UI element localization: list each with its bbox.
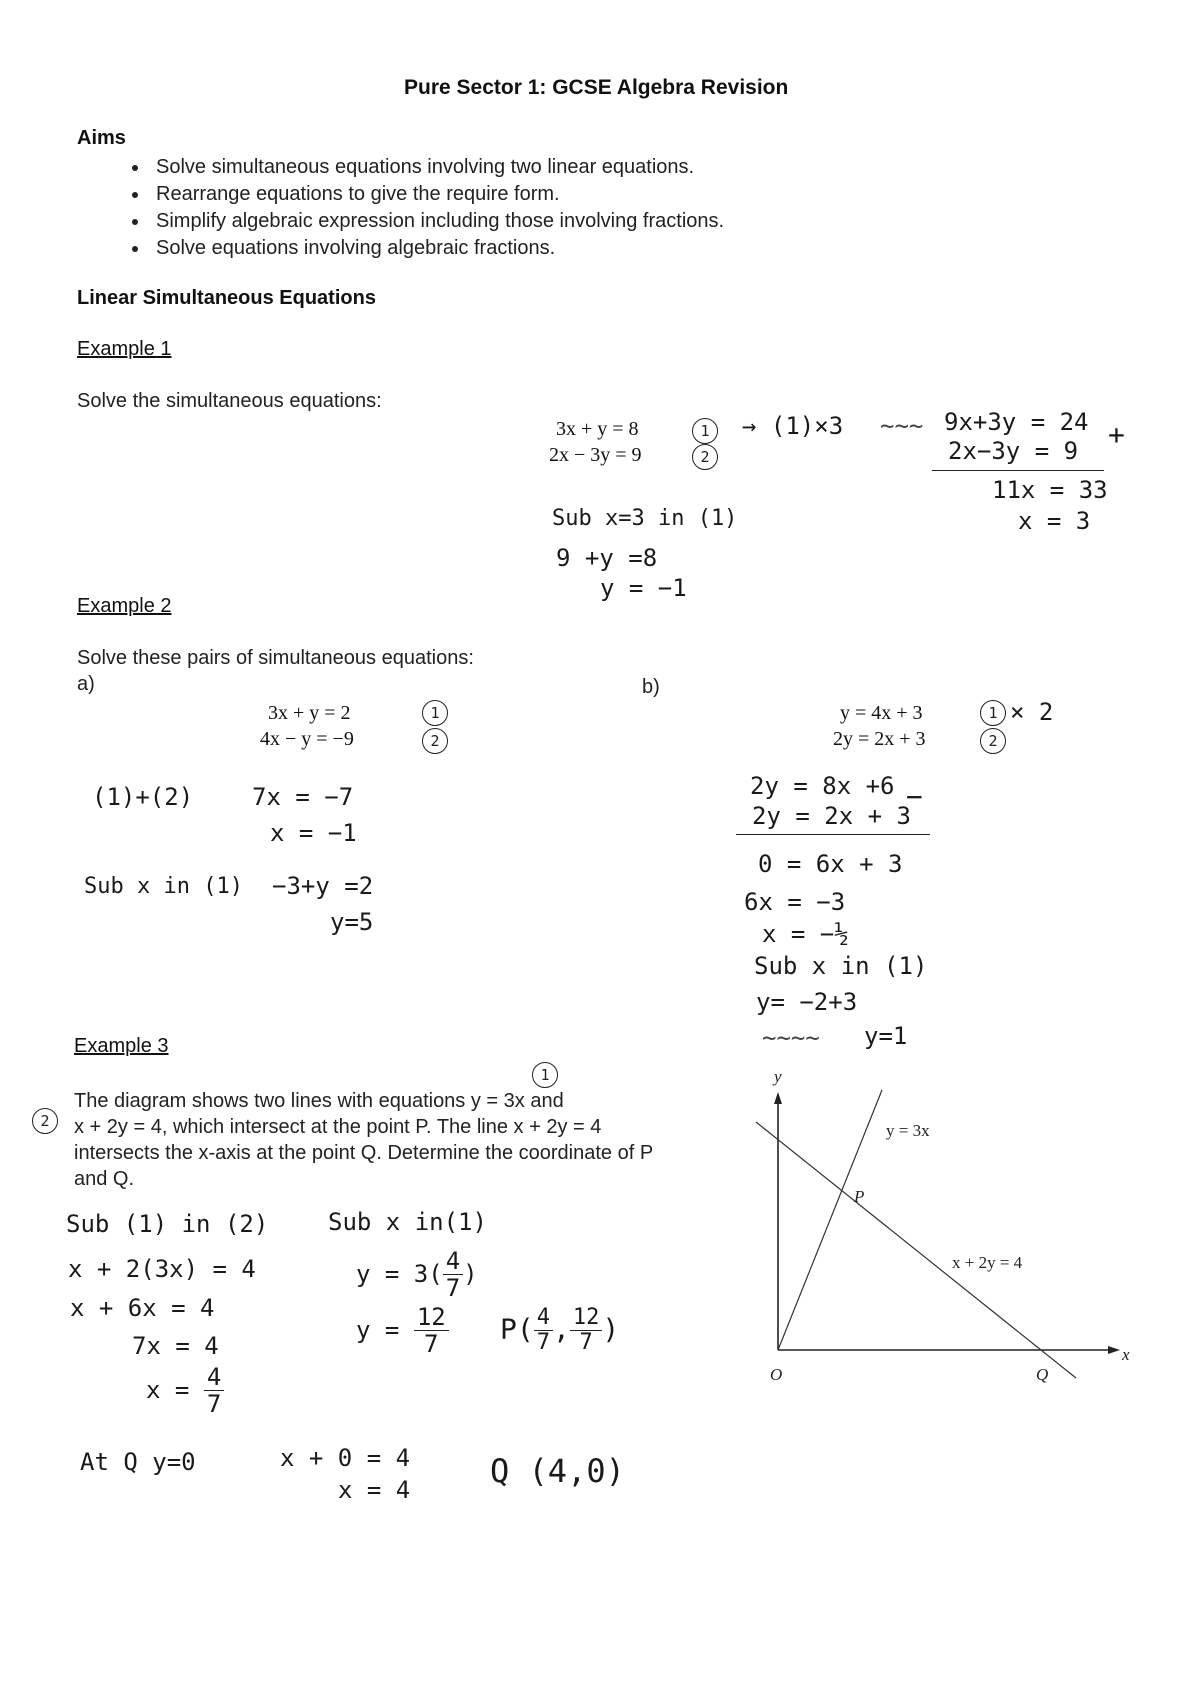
eq-a1: 3x + y = 2 (268, 702, 351, 724)
work-step: → (1)×3 (742, 412, 844, 440)
fraction-numerator: 4 (204, 1364, 224, 1391)
section-heading: Linear Simultaneous Equations (77, 287, 376, 309)
equation-tag: 1 (422, 700, 448, 726)
y-axis-label: y (774, 1067, 782, 1086)
work-line: −3+y =2 (272, 872, 374, 900)
fraction-numerator: 4 (443, 1248, 463, 1275)
eq-b2: 2y = 2x + 3 (833, 728, 926, 750)
fraction-expression (356, 1304, 449, 1358)
x-axis-arrow (1108, 1346, 1120, 1354)
point-p-label: P (854, 1187, 865, 1206)
multiplier: × 2 (1010, 698, 1054, 726)
page-title: Pure Sector 1: GCSE Algebra Revision (404, 76, 789, 99)
example3-text: The diagram shows two lines with equations y = 3x and (74, 1090, 564, 1112)
equation-tag: 2 (980, 728, 1006, 754)
example1-prompt: Solve the simultaneous equations: (77, 390, 382, 412)
intersection-diagram (740, 1060, 1140, 1390)
y-axis-arrow (774, 1092, 782, 1104)
fraction-denominator: 7 (579, 1330, 593, 1356)
part-b-label: b) (642, 676, 660, 698)
difference-line (736, 834, 930, 835)
work-line: 9 +y =8 (556, 544, 658, 572)
example3-text: intersects the x-axis at the point Q. Determine the coordinate of P (74, 1142, 654, 1164)
work-line: 7x = −7 (252, 783, 354, 811)
fraction-numerator: 12 (570, 1306, 603, 1331)
work-line: y=1 (864, 1022, 908, 1050)
line-x-plus-2y-equals-4 (756, 1122, 1076, 1378)
fraction-denominator: 7 (445, 1274, 461, 1303)
fraction (443, 1248, 463, 1302)
work-line: x = −1 (270, 819, 357, 847)
fraction (204, 1364, 224, 1418)
eq-a2: 4x − y = −9 (260, 728, 354, 750)
fraction (534, 1306, 553, 1355)
work-line: P( (500, 1312, 534, 1346)
example2-label: Example 2 (77, 595, 172, 617)
work-line: At Q y=0 (80, 1448, 196, 1476)
work-line: y = 3( (356, 1259, 443, 1288)
example3-label: Example 3 (74, 1035, 169, 1057)
scribble: ~~~ (880, 412, 924, 440)
line2-label: x + 2y = 4 (952, 1253, 1023, 1272)
sum-line (932, 470, 1104, 471)
work-line: Sub x in (1) (84, 874, 243, 899)
example1-label: Example 1 (77, 338, 172, 360)
fraction-expression (146, 1364, 224, 1418)
fraction (414, 1304, 449, 1358)
line-y-equals-3x (778, 1090, 882, 1350)
work-line: 7x = 4 (132, 1332, 219, 1360)
point-q-label: Q (1036, 1365, 1049, 1384)
work-line: 0 = 6x + 3 (758, 850, 903, 878)
example3-text: x + 2y = 4, which intersect at the point P. The line x + 2y = 4 (74, 1116, 602, 1138)
equation-tag: 2 (692, 444, 718, 470)
work-line: 9x+3y = 24 (944, 408, 1089, 436)
aims-item: • Rearrange equations to give the require form. (150, 181, 724, 208)
work-line: Sub x=3 in (1) (552, 506, 738, 531)
example2-prompt: Solve these pairs of simultaneous equations: (77, 647, 474, 669)
work-line: x = −½ (762, 920, 849, 948)
work-line: 2y = 8x +6 (750, 772, 895, 800)
aims-item: • Simplify algebraic expression including those involving fractions. (150, 208, 724, 235)
example1-eq2: 2x − 3y = 9 (549, 444, 642, 466)
example1-eq1: 3x + y = 8 (556, 418, 639, 440)
work-line: x + 2(3x) = 4 (68, 1255, 256, 1283)
aims-item: • Solve simultaneous equations involving two linear equations. (150, 154, 724, 181)
fraction-expression (356, 1248, 478, 1302)
work-line: x = (146, 1375, 190, 1404)
equation-tag: 2 (422, 728, 448, 754)
work-line: 2y = 2x + 3 (752, 802, 911, 830)
fraction-denominator: 7 (424, 1330, 439, 1359)
work-line: x + 0 = 4 (280, 1444, 411, 1472)
work-line: ) (602, 1312, 620, 1346)
equation-tag: 1 (692, 418, 718, 444)
work-line: 6x = −3 (744, 888, 846, 916)
part-a-label: a) (77, 673, 95, 695)
x-axis-label: x (1122, 1345, 1130, 1364)
work-line: Sub (1) in (2) (66, 1210, 269, 1238)
fraction-denominator: 7 (206, 1390, 222, 1419)
aims-heading: Aims (77, 127, 126, 149)
point-p-answer (500, 1306, 619, 1355)
work-line: 11x = 33 (992, 476, 1108, 504)
scribble: ~~~~ (762, 1024, 820, 1052)
work-line: y= −2+3 (756, 988, 858, 1016)
fraction (570, 1306, 603, 1355)
equation-tag: 2 (32, 1108, 58, 1134)
origin-label: O (770, 1365, 783, 1384)
line1-label: y = 3x (886, 1121, 930, 1140)
fraction-numerator: 4 (534, 1306, 553, 1331)
work-line: x + 6x = 4 (70, 1294, 215, 1322)
aims-item: • Solve equations involving algebraic fractions. (150, 235, 724, 262)
equation-tag: 1 (980, 700, 1006, 726)
work-line: y = −1 (600, 574, 687, 602)
work-line: ) (463, 1259, 478, 1288)
work-line: 2x−3y = 9 (948, 437, 1079, 465)
work-line: y=5 (330, 908, 374, 936)
minus-sign: − (906, 780, 923, 813)
fraction-denominator: 7 (536, 1330, 550, 1356)
plus-sign: + (1108, 418, 1125, 451)
work-line: x = 4 (338, 1476, 411, 1504)
work-line: x = 3 (1018, 507, 1091, 535)
aims-list (108, 154, 724, 262)
fraction-numerator: 12 (414, 1304, 449, 1331)
work-line: Sub x in(1) (328, 1208, 487, 1236)
example3-text: and Q. (74, 1168, 135, 1190)
work-line: (1)+(2) (92, 783, 194, 811)
work-line: y = (356, 1315, 400, 1344)
work-line: Sub x in (1) (754, 952, 928, 980)
point-q-answer: Q (4,0) (490, 1452, 625, 1490)
equation-tag: 1 (532, 1062, 558, 1088)
eq-b1: y = 4x + 3 (840, 702, 923, 724)
work-line: , (552, 1312, 570, 1346)
